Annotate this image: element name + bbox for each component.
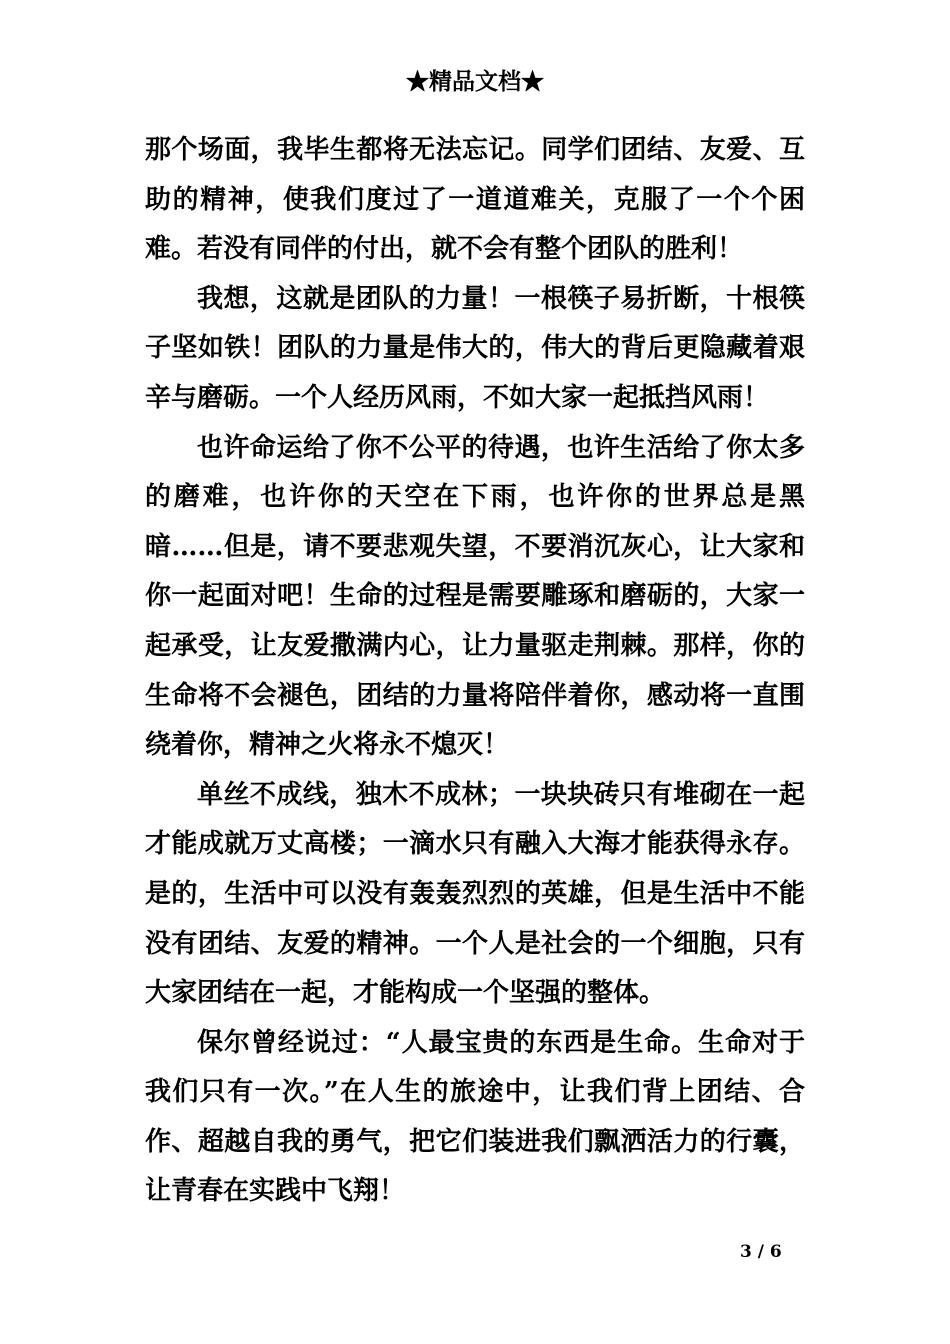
paragraph-1: 那个场面，我毕生都将无法忘记。同学们团结、友爱、互助的精神，使我们度过了一道道难关，克服了一个个困难。若没有同伴的付出，就不会有整个团队的胜利！	[145, 135, 805, 265]
paragraph-2: 我想，这就是团队的力量！一根筷子易折断，十根筷子坚如铁！团队的力量是伟大的，伟大的背后更隐藏着艰辛与磨砺。一个人经历风雨，不如大家一起抵挡风雨！	[145, 283, 805, 413]
paragraph-3: 也许命运给了你不公平的待遇，也许生活给了你太多的磨难，也许你的天空在下雨，也许你的世界总是黑暗……但是，请不要悲观失望，不要消沉灰心，让大家和你一起面对吧！生命的过程是需要雕琢和磨砺的，大家一起承受，让友爱撒满内心，让力量驱走荆棘。那样，你的生命将不会褪色，团结的力量将陪伴着你，感动将一直围绕着你，精神之火将永不熄灭！	[145, 432, 805, 761]
document-body	[145, 126, 805, 1217]
paragraph-4: 单丝不成线，独木不成林；一块块砖只有堆砌在一起才能成就万丈高楼；一滴水只有融入大海才能获得永存。是的，生活中可以没有轰轰烈烈的英雄，但是生活中不能没有团结、友爱的精神。一个人是社会的一个细胞，只有大家团结在一起，才能构成一个坚强的整体。	[145, 779, 805, 1009]
page-header-title: ★精品文档★	[406, 68, 544, 95]
page-number: 3 / 6	[740, 1242, 782, 1262]
paragraph-5: 保尔曾经说过：“人最宝贵的东西是生命。生命对于我们只有一次。”在人生的旅途中，让我们背上团结、合作、超越自我的勇气，把它们装进我们飘洒活力的行囊，让青春在实践中飞翔！	[145, 1027, 805, 1207]
